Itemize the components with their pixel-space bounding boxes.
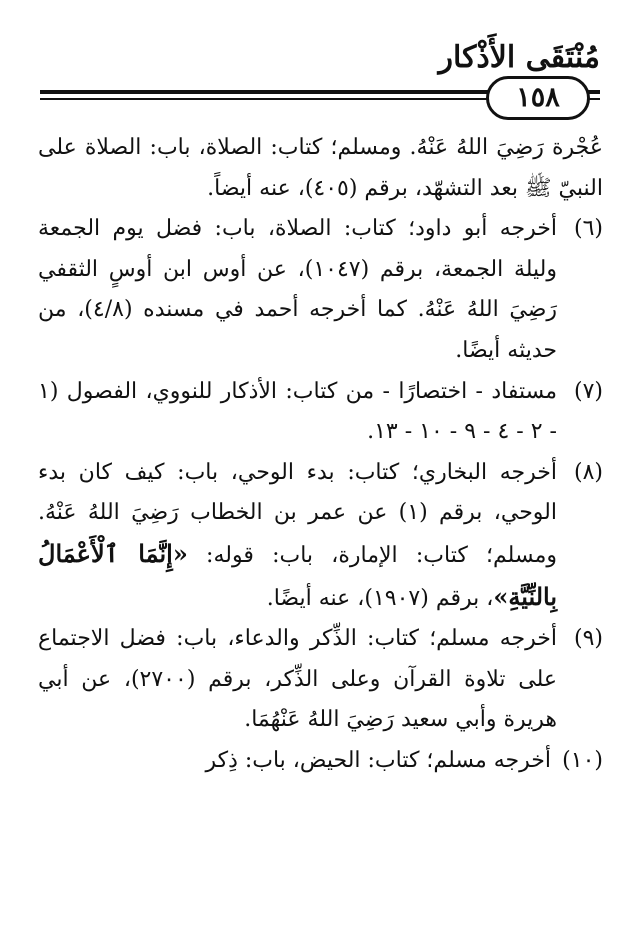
book-title: مُنْتَقَى الأَذْكار [438,40,600,75]
continuation-paragraph: عُجْرة رَضِيَ اللهُ عَنْهُ. ومسلم؛ كتاب: الصلاة، باب: الصلاة على النبيّ ﷺ بعد التشهّد، برقم (٤٠٥)، عنه أيضاً. [38,135,603,201]
footnote-6 [38,209,603,371]
footnote-text-after: ، برقم (١٩٠٧)، عنه أيضًا. [266,585,494,611]
footnote-number: (٨) [573,459,603,485]
page-number-badge: ١٥٨ [486,76,590,120]
footnote-text-before: أخرجه البخاري؛ كتاب: بدء الوحي، باب: كيف كان بدء الوحي، برقم (١) عن عمر بن الخطاب رَضِيَ اللهُ عَنْهُ. ومسلم؛ كتاب: الإمارة، باب: قوله: [38,459,557,568]
footnote-text: أخرجه مسلم؛ كتاب: الحيض، باب: ذِكر [205,747,551,773]
footnote-number: (٧) [573,378,603,404]
footnote-number: (٦) [573,216,603,242]
footnote-text: أخرجه أبو داود؛ كتاب: الصلاة، باب: فضل يوم الجمعة وليلة الجمعة، برقم (١٠٤٧)، عن أوس ابن أوسٍ الثقفي رَضِيَ اللهُ عَنْهُ. كما أخرجه أحمد في مسنده (٤/٨)، من حديثه أيضًا. [38,216,557,363]
footnote-8 [38,453,603,619]
footnote-9 [38,619,603,741]
hadith-quote: «إِنَّمَا ٱلْأَعْمَالُ بِالنِّيَّةِ» [38,538,557,611]
page-header [40,38,600,113]
footnote-text: مستفاد - اختصارًا - من كتاب: الأذكار للنووي، الفصول (١ - ٢ - ٤ - ٩ - ١٠ - ١٣. [38,378,557,445]
footnote-7 [38,372,603,453]
footnote-number: (١٠) [562,747,603,773]
footnote-number: (٩) [573,626,603,652]
footnotes-body [38,128,603,782]
footnote-text: أخرجه مسلم؛ كتاب: الذِّكر والدعاء، باب: فضل الاجتماع على تلاوة القرآن وعلى الذِّكر، برقم (٢٧٠٠)، عن أبي هريرة وأبي سعيد رَضِيَ اللهُ عَنْهُمَا. [38,626,557,733]
footnote-text [38,453,557,619]
footnote-10 [38,741,603,782]
